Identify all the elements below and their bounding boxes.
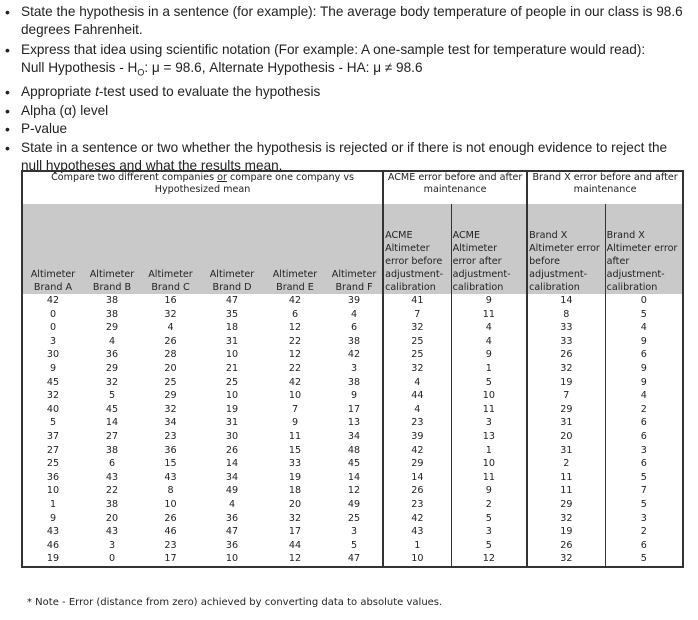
label-line: Brand A (33, 282, 73, 293)
column-label-row (22, 204, 683, 294)
table-row (22, 539, 683, 553)
bullet-text: State the hypothesis in a sentence (for example): The average body temperature of people in our class is 98.6 degrees Fahrenheit. (21, 4, 683, 38)
label-line: Altimeter (89, 269, 135, 280)
table-cell: 43 (105, 526, 119, 538)
compare-header-text: Compare two different companies (51, 172, 218, 183)
label-line: Brand X (606, 230, 645, 241)
table-cell: 48 (347, 444, 361, 456)
table-cell: 6 (605, 416, 683, 430)
null-hypothesis-prefix: Null Hypothesis - H (21, 60, 138, 76)
label-line: adjustment- (452, 269, 511, 280)
table-cell: 10 (451, 457, 527, 471)
brandx-header-subtext: maintenance (573, 184, 637, 195)
table-cell: 1 (451, 444, 527, 458)
table-cell: 32 (527, 552, 605, 567)
spacer (527, 196, 683, 204)
label-line: Altimeter error (529, 243, 600, 254)
table-cell: 10 (225, 349, 239, 361)
table-cell: 46 (22, 539, 83, 553)
table-cell: 28 (164, 349, 177, 361)
spacer (383, 196, 527, 204)
table-cell: 20 (288, 498, 302, 510)
table-cell: 12 (288, 322, 302, 334)
table-cell: 11 (451, 471, 527, 485)
table-cell: 26 (383, 484, 451, 498)
bullet-pvalue (0, 120, 690, 138)
label-line: Brand B (92, 282, 132, 293)
col-label-brand-a (22, 204, 83, 294)
table-cell: 38 (105, 498, 119, 510)
table-cell: 47 (225, 295, 239, 306)
instructions-list (0, 0, 690, 175)
col-label-acme-before (383, 204, 451, 294)
table-cell: 33 (527, 321, 605, 335)
bullet-text: Express that idea using scientific notation (For example: A one-sample test for temperature would read): (21, 41, 646, 57)
table-cell: 5 (451, 539, 527, 553)
table-cell: 39 (347, 295, 361, 306)
col-label-brand-d (200, 204, 264, 294)
acme-header-subtext: maintenance (423, 184, 487, 195)
table-cell: 5 (605, 498, 683, 512)
label-line: after (606, 256, 630, 267)
table-cell: 4 (605, 321, 683, 335)
label-line: Brand C (151, 282, 190, 293)
table-cell: 4 (605, 389, 683, 403)
table-row (22, 403, 683, 417)
table-cell: 5 (350, 539, 358, 551)
col-label-brand-e (264, 204, 326, 294)
table-cell: 1 (22, 498, 83, 512)
brandx-header-text: Brand X error before and after (532, 172, 678, 183)
table-cell: 42 (347, 349, 361, 361)
table-cell: 1 (383, 539, 451, 553)
table-cell: 38 (105, 295, 119, 306)
table-cell: 19 (225, 403, 239, 415)
table-cell: 0 (22, 321, 83, 335)
table-row (22, 321, 683, 335)
table-cell: 8 (167, 485, 174, 497)
table-cell: 45 (22, 376, 83, 390)
table-cell: 17 (141, 552, 200, 567)
table-cell: 22 (288, 335, 302, 347)
bullet-text: State in a sentence or two whether the hypothesis is rejected or if there is not enough evidence to reject the null hypotheses and what the results mean. (21, 139, 668, 173)
table-cell: 27 (105, 430, 119, 442)
table-row (22, 294, 683, 308)
compare-header-text: compare one company vs (226, 172, 354, 183)
col-label-brand-b (83, 204, 141, 294)
table-cell: 10 (225, 390, 239, 402)
table-row (22, 308, 683, 322)
table-cell: 17 (288, 526, 302, 538)
table-row (22, 444, 683, 458)
table-cell: 15 (288, 444, 302, 456)
table-cell: 12 (288, 349, 302, 361)
table-cell: 26 (164, 512, 177, 524)
table-cell: 43 (22, 525, 83, 539)
label-line: before (529, 256, 560, 267)
table-row (22, 389, 683, 403)
bullet-text: Appropriate (21, 84, 96, 100)
table-row (22, 484, 683, 498)
table-cell: 3 (605, 512, 683, 526)
table-cell: 47 (225, 526, 239, 538)
table-cell: 9 (605, 362, 683, 376)
table-cell: 32 (22, 389, 83, 403)
table-cell: 23 (164, 539, 177, 551)
table-cell: 16 (164, 295, 177, 306)
table-body (22, 294, 683, 567)
table-row (22, 362, 683, 376)
table-cell: 10 (451, 389, 527, 403)
table-row (22, 457, 683, 471)
bullet-hypothesis (0, 3, 690, 40)
table-cell: 2 (605, 403, 683, 417)
table-cell: 2 (605, 525, 683, 539)
table-cell: 30 (225, 430, 239, 442)
brandx-header (527, 171, 683, 196)
table-cell: 2 (527, 457, 605, 471)
table-cell: 14 (225, 458, 239, 470)
label-line: Altimeter (209, 269, 255, 280)
table-cell: 9 (605, 335, 683, 349)
table-cell: 11 (451, 403, 527, 417)
table-cell: 36 (225, 512, 239, 524)
table-cell: 41 (383, 294, 451, 308)
table-cell: 5 (605, 308, 683, 322)
table-cell: 3 (451, 416, 527, 430)
table-cell: 30 (22, 348, 83, 362)
table-cell: 3 (350, 362, 358, 374)
table-cell: 29 (105, 322, 119, 334)
label-line: adjustment- (529, 269, 588, 280)
table-cell: 26 (225, 444, 239, 456)
null-hypothesis-subscript: O (137, 67, 145, 78)
table-cell: 19 (527, 376, 605, 390)
label-line: Altimeter (148, 269, 193, 280)
table-cell: 49 (347, 498, 361, 510)
table-cell: 32 (527, 362, 605, 376)
table-cell: 6 (605, 539, 683, 553)
table-row (22, 430, 683, 444)
col-label-acme-after (451, 204, 527, 294)
col-label-brand-f (326, 204, 383, 294)
table-cell: 32 (105, 376, 119, 388)
table-cell: 45 (105, 403, 119, 415)
table-cell: 5 (22, 416, 83, 430)
table-cell: 40 (22, 403, 83, 417)
spacer (22, 196, 383, 204)
table-cell: 7 (383, 308, 451, 322)
label-line: Brand X (529, 230, 568, 241)
table-cell: 18 (288, 485, 302, 497)
table-cell: 7 (527, 389, 605, 403)
bullet-notation (0, 41, 690, 83)
label-line: adjustment- (385, 269, 444, 280)
table-cell: 4 (167, 322, 174, 334)
label-line: Altimeter (272, 269, 318, 280)
table-cell: 32 (527, 512, 605, 526)
table-cell: 4 (451, 321, 527, 335)
label-line: ACME (452, 230, 481, 241)
table-cell: 18 (225, 322, 239, 334)
table-cell: 0 (605, 294, 683, 308)
table-cell: 6 (291, 308, 299, 320)
table-cell: 10 (200, 552, 264, 567)
acme-header-text: ACME error before and after (387, 172, 523, 183)
group-header-row2 (22, 196, 683, 204)
table-cell: 11 (451, 308, 527, 322)
table-cell: 13 (451, 430, 527, 444)
table-cell: 19 (22, 552, 83, 567)
table-cell: 32 (164, 308, 177, 320)
table-cell: 10 (288, 390, 302, 402)
table-cell: 11 (288, 430, 302, 442)
table-cell: 23 (164, 430, 177, 442)
table-cell: 3 (22, 335, 83, 349)
group-header-row (22, 171, 683, 196)
table-cell: 12 (264, 552, 326, 567)
table-cell: 42 (383, 444, 451, 458)
table-cell: 17 (347, 403, 361, 415)
table-cell: 47 (326, 552, 383, 567)
table-cell: 25 (22, 457, 83, 471)
table-cell: 45 (347, 458, 361, 470)
table-cell: 38 (347, 335, 361, 347)
table-cell: 27 (22, 444, 83, 458)
table-cell: 1 (451, 362, 527, 376)
table-cell: 4 (228, 498, 236, 510)
footnote: * Note - Error (distance from zero) achieved by converting data to absolute values. (27, 597, 443, 608)
table-cell: 10 (22, 484, 83, 498)
table-cell: 38 (347, 376, 361, 388)
table-cell: 14 (347, 471, 361, 483)
bullet-text: -test used to evaluate the hypothesis (98, 84, 321, 100)
table-cell: 4 (383, 376, 451, 390)
altimeter-data-table (21, 170, 684, 568)
col-label-brandx-before (527, 204, 605, 294)
table-cell: 6 (605, 457, 683, 471)
table-row (22, 335, 683, 349)
bullet-alpha (0, 102, 690, 120)
table-cell: 12 (451, 552, 527, 567)
table-cell: 38 (105, 308, 119, 320)
table-cell: 5 (108, 390, 116, 402)
table-cell: 49 (225, 485, 239, 497)
table-cell: 14 (527, 294, 605, 308)
table-cell: 36 (164, 444, 177, 456)
bullet-text: P-value (21, 121, 68, 137)
table-cell: 35 (225, 308, 239, 320)
table-cell: 36 (225, 539, 239, 551)
table-cell: 21 (225, 362, 239, 374)
table-cell: 43 (105, 471, 119, 483)
table-cell: 3 (605, 444, 683, 458)
table-cell: 9 (291, 417, 299, 429)
table-cell: 22 (288, 362, 302, 374)
table-cell: 6 (605, 430, 683, 444)
label-line: Brand E (276, 282, 314, 293)
table-cell: 39 (383, 430, 451, 444)
table-cell: 14 (105, 417, 119, 429)
table-cell: 22 (105, 485, 119, 497)
table-cell: 34 (225, 471, 239, 483)
table-cell: 10 (164, 498, 177, 510)
bullet-text: Alpha (α) level (21, 102, 109, 118)
label-line: ACME (385, 230, 413, 241)
col-label-brand-c (141, 204, 200, 294)
table-cell: 34 (347, 430, 361, 442)
col-label-brandx-after (605, 204, 683, 294)
label-line: error before (385, 256, 443, 267)
table-cell: 31 (527, 444, 605, 458)
table-row (22, 525, 683, 539)
table-cell: 26 (527, 539, 605, 553)
table-cell: 3 (350, 526, 358, 538)
table-cell: 7 (291, 403, 299, 415)
label-line: calibration (606, 282, 658, 293)
table-cell: 6 (108, 458, 116, 470)
table-cell: 38 (105, 444, 119, 456)
table-cell: 13 (347, 417, 361, 429)
table-cell: 25 (164, 376, 177, 388)
table-cell: 15 (164, 458, 177, 470)
label-line: error after (452, 256, 502, 267)
table-cell: 10 (383, 552, 451, 567)
table-cell: 9 (22, 362, 83, 376)
table-cell: 42 (288, 376, 302, 388)
table-cell: 46 (164, 526, 177, 538)
table-cell: 33 (527, 335, 605, 349)
table-row (22, 552, 683, 567)
table-cell: 25 (225, 376, 239, 388)
table-cell: 4 (108, 335, 116, 347)
label-line: calibration (529, 282, 580, 293)
table-cell: 5 (605, 552, 683, 567)
table-cell: 25 (383, 335, 451, 349)
table-cell: 4 (350, 308, 358, 320)
table-cell: 32 (164, 403, 177, 415)
table-cell: 8 (527, 308, 605, 322)
table-cell: 29 (105, 362, 119, 374)
table-cell: 29 (164, 390, 177, 402)
table-cell: 25 (347, 512, 361, 524)
table-cell: 36 (105, 349, 119, 361)
table-cell: 44 (288, 539, 302, 551)
table-cell: 11 (527, 484, 605, 498)
compare-header (22, 171, 383, 196)
table-cell: 5 (605, 471, 683, 485)
table-cell: 20 (527, 430, 605, 444)
table-row (22, 512, 683, 526)
table-cell: 11 (527, 471, 605, 485)
table-cell: 3 (451, 525, 527, 539)
label-line: adjustment- (606, 269, 665, 280)
table-cell: 32 (383, 362, 451, 376)
table-cell: 42 (22, 294, 83, 308)
table-row (22, 376, 683, 390)
table-cell: 14 (383, 471, 451, 485)
table-row (22, 348, 683, 362)
table-cell: 31 (527, 416, 605, 430)
table-cell: 5 (451, 512, 527, 526)
table-cell: 42 (288, 295, 302, 306)
table-cell: 3 (108, 539, 116, 551)
label-line: Brand D (212, 282, 252, 293)
table-cell: 29 (527, 498, 605, 512)
table-cell: 26 (164, 335, 177, 347)
hypothesis-definitions: : μ = 98.6, Alternate Hypothesis - HA: μ ≠ 98.6 (144, 60, 423, 76)
table-row (22, 416, 683, 430)
table-cell: 25 (383, 348, 451, 362)
t-italic: t (95, 84, 99, 100)
label-line: Altimeter (331, 269, 377, 280)
table-cell: 20 (164, 362, 177, 374)
table-cell: 12 (347, 485, 361, 497)
table-cell: 7 (605, 484, 683, 498)
table-cell: 6 (350, 322, 358, 334)
label-line: Brand F (335, 282, 373, 293)
table-cell: 20 (105, 512, 119, 524)
table-cell: 4 (383, 403, 451, 417)
table-cell: 23 (383, 498, 451, 512)
table-cell: 5 (451, 376, 527, 390)
compare-header-subtext: Hypothesized mean (154, 184, 251, 195)
table-cell: 42 (383, 512, 451, 526)
table-cell: 19 (527, 525, 605, 539)
table-cell: 9 (22, 512, 83, 526)
table-cell: 36 (22, 471, 83, 485)
table-cell: 33 (288, 458, 302, 470)
table-cell: 0 (83, 552, 141, 567)
table-cell: 19 (288, 471, 302, 483)
bullet-ttest (0, 83, 690, 101)
table-cell: 9 (451, 294, 527, 308)
label-line: Altimeter (30, 269, 76, 280)
table-cell: 9 (451, 484, 527, 498)
table-cell: 0 (22, 308, 83, 322)
table-cell: 29 (527, 403, 605, 417)
acme-header (383, 171, 527, 196)
table-cell: 2 (451, 498, 527, 512)
table-cell: 9 (605, 376, 683, 390)
table-cell: 31 (225, 417, 239, 429)
table-cell: 34 (164, 417, 177, 429)
table-cell: 4 (451, 335, 527, 349)
table-cell: 32 (288, 512, 302, 524)
label-line: Altimeter (385, 243, 430, 254)
table-cell: 9 (451, 348, 527, 362)
table-cell: 6 (605, 348, 683, 362)
table-cell: 31 (225, 335, 239, 347)
table-cell: 44 (383, 389, 451, 403)
table-cell: 43 (383, 525, 451, 539)
label-line: Altimeter error (606, 243, 678, 254)
table-cell: 26 (527, 348, 605, 362)
table-row (22, 471, 683, 485)
table-cell: 32 (383, 321, 451, 335)
table-cell: 9 (350, 390, 358, 402)
compare-header-or: or (217, 172, 227, 183)
table-cell: 29 (383, 457, 451, 471)
table-cell: 43 (164, 471, 177, 483)
label-line: Altimeter (452, 243, 498, 254)
table-row (22, 498, 683, 512)
label-line: calibration (385, 282, 436, 293)
table-cell: 37 (22, 430, 83, 444)
table-cell: 23 (383, 416, 451, 430)
label-line: calibration (452, 282, 504, 293)
